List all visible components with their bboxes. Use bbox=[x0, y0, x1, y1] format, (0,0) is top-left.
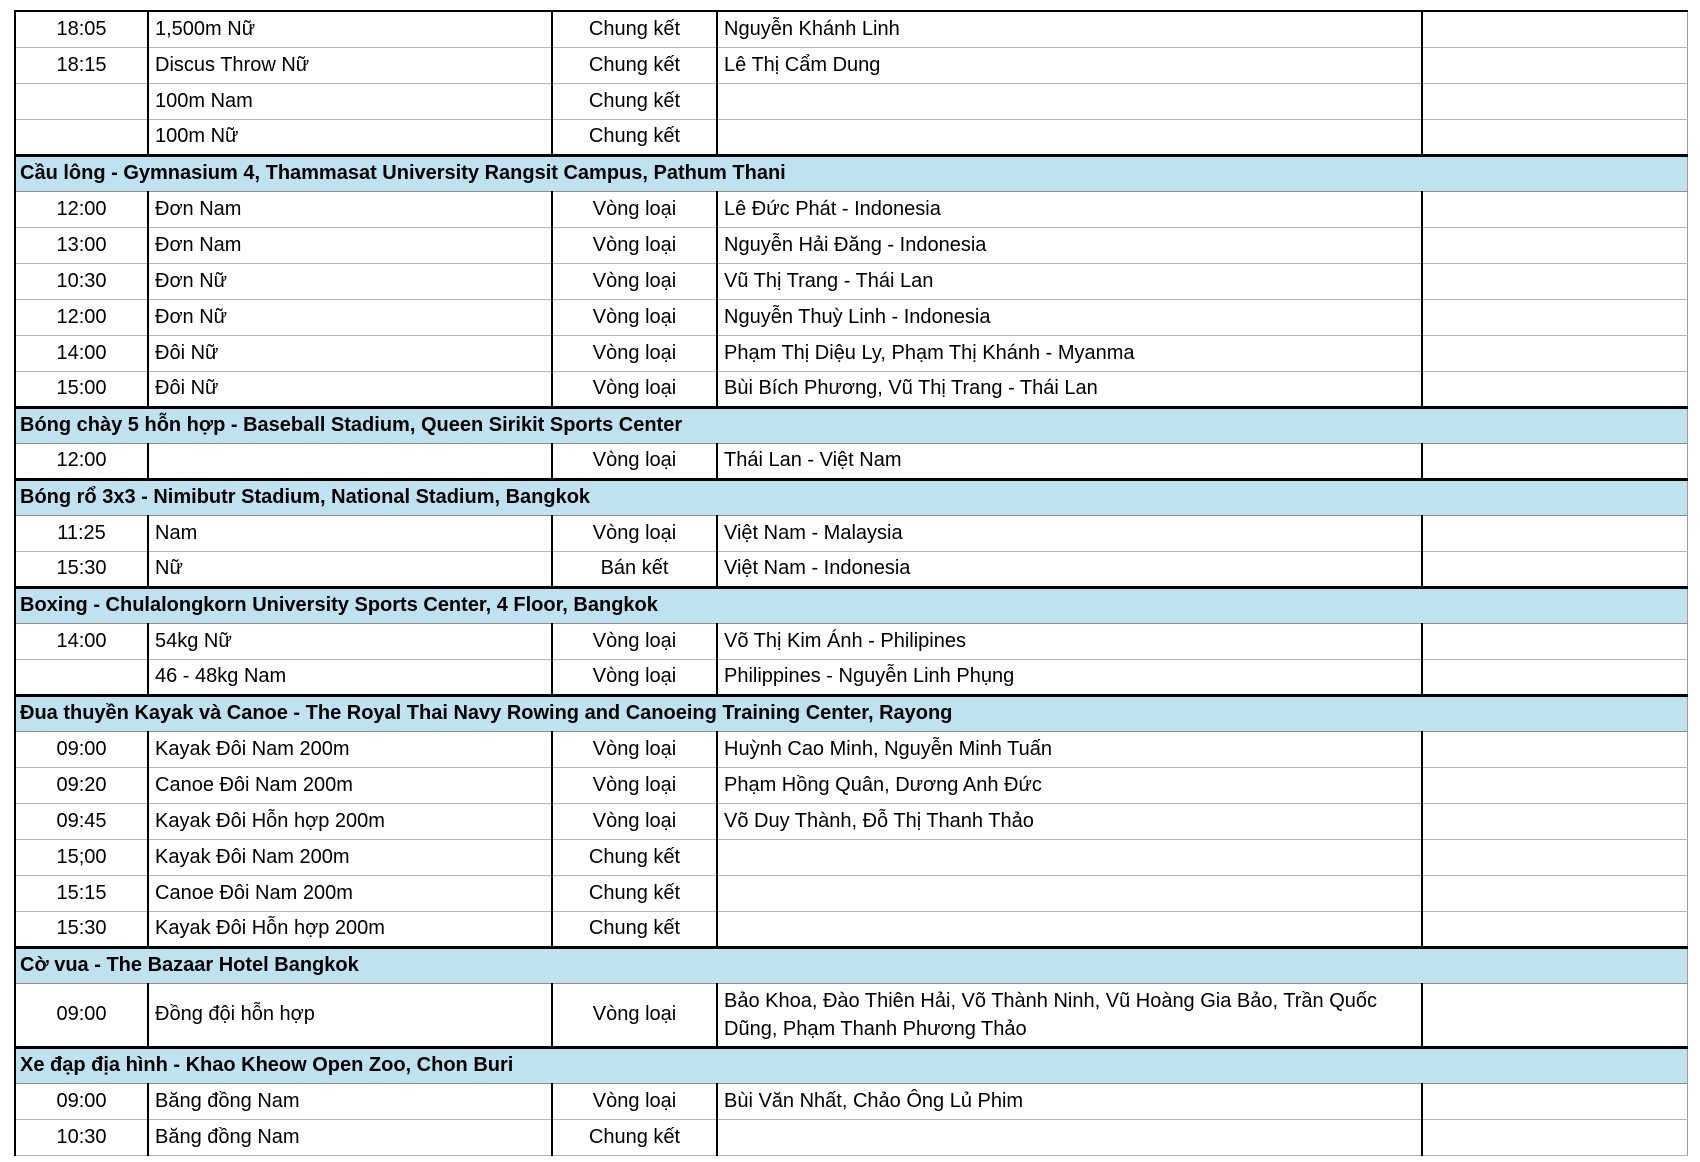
section-header-row bbox=[15, 587, 1687, 623]
participants-cell[interactable]: Thái Lan - Việt Nam bbox=[717, 443, 1422, 479]
round-cell[interactable]: Vòng loại bbox=[552, 191, 717, 227]
time-cell[interactable]: 18:15 bbox=[15, 47, 148, 83]
round-cell[interactable]: Vòng loại bbox=[552, 299, 717, 335]
section-title[interactable]: Cờ vua - The Bazaar Hotel Bangkok bbox=[15, 947, 1687, 983]
notes-cell[interactable] bbox=[1422, 263, 1687, 299]
table-row bbox=[15, 299, 1687, 335]
participants-cell[interactable]: Nguyễn Khánh Linh bbox=[717, 11, 1422, 47]
table-row bbox=[15, 1083, 1687, 1119]
event-cell[interactable] bbox=[148, 443, 552, 479]
participants-cell[interactable]: Võ Thị Kim Ánh - Philipines bbox=[717, 623, 1422, 659]
table-row bbox=[15, 191, 1687, 227]
notes-cell[interactable] bbox=[1422, 731, 1687, 767]
round-cell[interactable]: Chung kết bbox=[552, 839, 717, 875]
notes-cell[interactable] bbox=[1422, 551, 1687, 587]
notes-cell[interactable] bbox=[1422, 335, 1687, 371]
event-cell[interactable]: Đơn Nam bbox=[148, 227, 552, 263]
notes-cell[interactable] bbox=[1422, 443, 1687, 479]
time-cell[interactable]: 18:05 bbox=[15, 11, 148, 47]
time-cell[interactable]: 09:00 bbox=[15, 731, 148, 767]
notes-cell[interactable] bbox=[1422, 623, 1687, 659]
section-header-row bbox=[15, 695, 1687, 731]
round-cell[interactable]: Chung kết bbox=[552, 47, 717, 83]
round-cell[interactable]: Vòng loại bbox=[552, 731, 717, 767]
section-title[interactable]: Bóng chày 5 hỗn hợp - Baseball Stadium, Queen Sirikit Sports Center bbox=[15, 407, 1687, 443]
round-cell[interactable]: Vòng loại bbox=[552, 1083, 717, 1119]
participants-cell[interactable]: Lê Đức Phát - Indonesia bbox=[717, 191, 1422, 227]
time-cell[interactable]: 12:00 bbox=[15, 191, 148, 227]
table-row bbox=[15, 335, 1687, 371]
schedule-table bbox=[14, 10, 1688, 1156]
event-cell[interactable]: Đơn Nữ bbox=[148, 263, 552, 299]
event-cell[interactable]: 54kg Nữ bbox=[148, 623, 552, 659]
notes-cell[interactable] bbox=[1422, 83, 1687, 119]
round-cell[interactable]: Vòng loại bbox=[552, 443, 717, 479]
event-cell[interactable]: 100m Nam bbox=[148, 83, 552, 119]
table-row bbox=[15, 119, 1687, 155]
table-row bbox=[15, 515, 1687, 551]
table-row bbox=[15, 875, 1687, 911]
participants-cell[interactable]: Bùi Văn Nhất, Chảo Ông Lủ Phim bbox=[717, 1083, 1422, 1119]
participants-cell[interactable]: Nguyễn Thuỳ Linh - Indonesia bbox=[717, 299, 1422, 335]
table-row bbox=[15, 1119, 1687, 1155]
event-cell[interactable]: Canoe Đôi Nam 200m bbox=[148, 767, 552, 803]
section-title[interactable]: Đua thuyền Kayak và Canoe - The Royal Thai Navy Rowing and Canoeing Training Center, Rayong bbox=[15, 695, 1687, 731]
round-cell[interactable]: Chung kết bbox=[552, 119, 717, 155]
time-cell[interactable] bbox=[15, 83, 148, 119]
time-cell[interactable]: 14:00 bbox=[15, 623, 148, 659]
event-cell[interactable]: Kayak Đôi Nam 200m bbox=[148, 731, 552, 767]
time-cell[interactable]: 09:45 bbox=[15, 803, 148, 839]
participants-cell[interactable] bbox=[717, 839, 1422, 875]
table-row bbox=[15, 263, 1687, 299]
participants-cell[interactable]: Lê Thị Cẩm Dung bbox=[717, 47, 1422, 83]
table-row bbox=[15, 911, 1687, 947]
event-cell[interactable]: Đồng đội hỗn hợp bbox=[148, 983, 552, 1047]
participants-cell[interactable]: Philippines - Nguyễn Linh Phụng bbox=[717, 659, 1422, 695]
event-cell[interactable]: 1,500m Nữ bbox=[148, 11, 552, 47]
notes-cell[interactable] bbox=[1422, 767, 1687, 803]
participants-cell[interactable] bbox=[717, 875, 1422, 911]
notes-cell[interactable] bbox=[1422, 1083, 1687, 1119]
time-cell[interactable]: 15:30 bbox=[15, 551, 148, 587]
section-header-row bbox=[15, 1047, 1687, 1083]
table-row bbox=[15, 767, 1687, 803]
time-cell[interactable]: 15:30 bbox=[15, 911, 148, 947]
event-cell[interactable]: Discus Throw Nữ bbox=[148, 47, 552, 83]
notes-cell[interactable] bbox=[1422, 119, 1687, 155]
participants-cell[interactable] bbox=[717, 1119, 1422, 1155]
event-cell[interactable]: Băng đồng Nam bbox=[148, 1083, 552, 1119]
time-cell[interactable]: 13:00 bbox=[15, 227, 148, 263]
table-row bbox=[15, 47, 1687, 83]
event-cell[interactable]: Kayak Đôi Hỗn hợp 200m bbox=[148, 911, 552, 947]
time-cell[interactable]: 09:00 bbox=[15, 1083, 148, 1119]
notes-cell[interactable] bbox=[1422, 47, 1687, 83]
time-cell[interactable]: 09:00 bbox=[15, 983, 148, 1047]
time-cell[interactable]: 11:25 bbox=[15, 515, 148, 551]
event-cell[interactable]: Băng đồng Nam bbox=[148, 1119, 552, 1155]
time-cell[interactable] bbox=[15, 659, 148, 695]
round-cell[interactable]: Chung kết bbox=[552, 875, 717, 911]
time-cell[interactable]: 10:30 bbox=[15, 1119, 148, 1155]
time-cell[interactable]: 10:30 bbox=[15, 263, 148, 299]
table-row bbox=[15, 227, 1687, 263]
notes-cell[interactable] bbox=[1422, 191, 1687, 227]
round-cell[interactable]: Vòng loại bbox=[552, 659, 717, 695]
event-cell[interactable]: Đôi Nữ bbox=[148, 371, 552, 407]
table-row bbox=[15, 803, 1687, 839]
round-cell[interactable]: Vòng loại bbox=[552, 371, 717, 407]
section-title[interactable]: Cầu lông - Gymnasium 4, Thammasat University Rangsit Campus, Pathum Thani bbox=[15, 155, 1687, 191]
time-cell[interactable] bbox=[15, 119, 148, 155]
event-cell[interactable]: Kayak Đôi Nam 200m bbox=[148, 839, 552, 875]
section-title[interactable]: Boxing - Chulalongkorn University Sports Center, 4 Floor, Bangkok bbox=[15, 587, 1687, 623]
section-header-row bbox=[15, 479, 1687, 515]
notes-cell[interactable] bbox=[1422, 515, 1687, 551]
table-row bbox=[15, 83, 1687, 119]
notes-cell[interactable] bbox=[1422, 659, 1687, 695]
event-cell[interactable]: Nữ bbox=[148, 551, 552, 587]
event-cell[interactable]: 46 - 48kg Nam bbox=[148, 659, 552, 695]
participants-cell[interactable] bbox=[717, 911, 1422, 947]
round-cell[interactable]: Vòng loại bbox=[552, 623, 717, 659]
participants-cell[interactable]: Phạm Thị Diệu Ly, Phạm Thị Khánh - Myanma bbox=[717, 335, 1422, 371]
section-title[interactable]: Bóng rổ 3x3 - Nimibutr Stadium, National Stadium, Bangkok bbox=[15, 479, 1687, 515]
round-cell[interactable]: Chung kết bbox=[552, 83, 717, 119]
event-cell[interactable]: 100m Nữ bbox=[148, 119, 552, 155]
time-cell[interactable]: 15:00 bbox=[15, 371, 148, 407]
notes-cell[interactable] bbox=[1422, 983, 1687, 1047]
section-header-row bbox=[15, 947, 1687, 983]
participants-cell[interactable]: Bảo Khoa, Đào Thiên Hải, Võ Thành Ninh, Vũ Hoàng Gia Bảo, Trần Quốc Dũng, Phạm Thanh Phương Thảo bbox=[717, 983, 1422, 1047]
notes-cell[interactable] bbox=[1422, 875, 1687, 911]
notes-cell[interactable] bbox=[1422, 371, 1687, 407]
event-cell[interactable]: Kayak Đôi Hỗn hợp 200m bbox=[148, 803, 552, 839]
section-header-row bbox=[15, 407, 1687, 443]
table-row bbox=[15, 731, 1687, 767]
event-cell[interactable]: Đơn Nữ bbox=[148, 299, 552, 335]
round-cell[interactable]: Chung kết bbox=[552, 911, 717, 947]
round-cell[interactable]: Chung kết bbox=[552, 11, 717, 47]
round-cell[interactable]: Vòng loại bbox=[552, 803, 717, 839]
notes-cell[interactable] bbox=[1422, 911, 1687, 947]
time-cell[interactable]: 09:20 bbox=[15, 767, 148, 803]
table-row bbox=[15, 839, 1687, 875]
event-cell[interactable]: Đơn Nam bbox=[148, 191, 552, 227]
notes-cell[interactable] bbox=[1422, 227, 1687, 263]
table-row bbox=[15, 623, 1687, 659]
participants-cell[interactable]: Võ Duy Thành, Đỗ Thị Thanh Thảo bbox=[717, 803, 1422, 839]
round-cell[interactable]: Vòng loại bbox=[552, 515, 717, 551]
table-row bbox=[15, 371, 1687, 407]
notes-cell[interactable] bbox=[1422, 11, 1687, 47]
notes-cell[interactable] bbox=[1422, 839, 1687, 875]
participants-cell[interactable]: Phạm Hồng Quân, Dương Anh Đức bbox=[717, 767, 1422, 803]
time-cell[interactable]: 15;00 bbox=[15, 839, 148, 875]
time-cell[interactable]: 15:15 bbox=[15, 875, 148, 911]
round-cell[interactable]: Vòng loại bbox=[552, 767, 717, 803]
participants-cell[interactable] bbox=[717, 83, 1422, 119]
section-header-row bbox=[15, 155, 1687, 191]
table-row bbox=[15, 11, 1687, 47]
round-cell[interactable]: Vòng loại bbox=[552, 335, 717, 371]
table-row bbox=[15, 443, 1687, 479]
round-cell[interactable]: Bán kết bbox=[552, 551, 717, 587]
participants-cell[interactable]: Bùi Bích Phương, Vũ Thị Trang - Thái Lan bbox=[717, 371, 1422, 407]
notes-cell[interactable] bbox=[1422, 803, 1687, 839]
event-cell[interactable]: Đôi Nữ bbox=[148, 335, 552, 371]
time-cell[interactable]: 12:00 bbox=[15, 299, 148, 335]
table-row bbox=[15, 659, 1687, 695]
participants-cell[interactable]: Nguyễn Hải Đăng - Indonesia bbox=[717, 227, 1422, 263]
participants-cell[interactable]: Việt Nam - Indonesia bbox=[717, 551, 1422, 587]
time-cell[interactable]: 14:00 bbox=[15, 335, 148, 371]
event-cell[interactable]: Nam bbox=[148, 515, 552, 551]
section-title[interactable]: Xe đạp địa hình - Khao Kheow Open Zoo, Chon Buri bbox=[15, 1047, 1687, 1083]
notes-cell[interactable] bbox=[1422, 299, 1687, 335]
round-cell[interactable]: Chung kết bbox=[552, 1119, 717, 1155]
round-cell[interactable]: Vòng loại bbox=[552, 263, 717, 299]
round-cell[interactable]: Vòng loại bbox=[552, 227, 717, 263]
round-cell[interactable]: Vòng loại bbox=[552, 983, 717, 1047]
participants-cell[interactable]: Huỳnh Cao Minh, Nguyễn Minh Tuấn bbox=[717, 731, 1422, 767]
table-row bbox=[15, 551, 1687, 587]
event-cell[interactable]: Canoe Đôi Nam 200m bbox=[148, 875, 552, 911]
participants-cell[interactable]: Việt Nam - Malaysia bbox=[717, 515, 1422, 551]
participants-cell[interactable]: Vũ Thị Trang - Thái Lan bbox=[717, 263, 1422, 299]
time-cell[interactable]: 12:00 bbox=[15, 443, 148, 479]
notes-cell[interactable] bbox=[1422, 1119, 1687, 1155]
participants-cell[interactable] bbox=[717, 119, 1422, 155]
table-row bbox=[15, 983, 1687, 1047]
